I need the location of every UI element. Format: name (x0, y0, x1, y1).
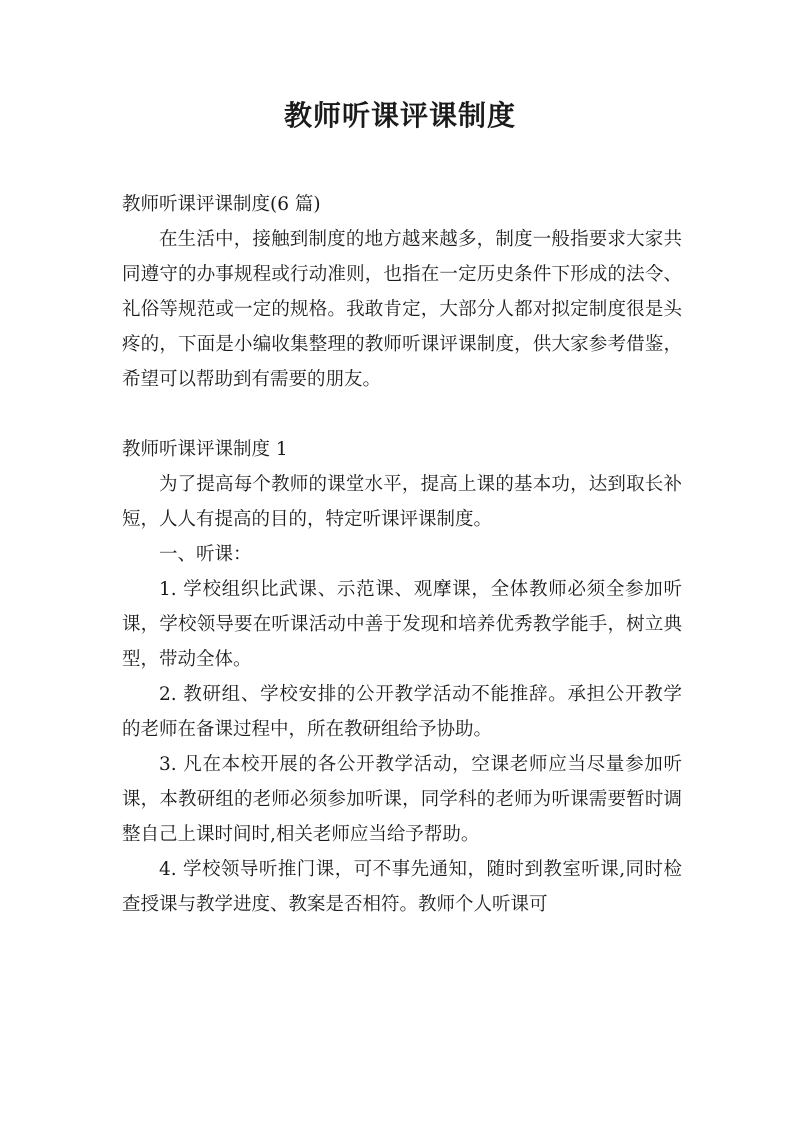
paragraph-gap (122, 397, 682, 432)
document-body (122, 187, 682, 922)
list-item: 3. 凡在本校开展的各公开教学活动，空课老师应当尽量参加听课，本教研组的老师必须参加听课，同学科的老师为听课需要暂时调整自己上课时间时,相关老师应当给予帮助。 (122, 754, 682, 845)
list-item: 1. 学校组织比武课、示范课、观摩课，全体教师必须全参加听课，学校领导要在听课活动中善于发现和培养优秀教学能手，树立典型，带动全体。 (122, 579, 682, 670)
list-item: 2. 教研组、学校安排的公开教学活动不能推辞。承担公开教学的老师在备课过程中，所在教研组给予协助。 (122, 684, 682, 740)
section-heading: 教师听课评课制度 1 (122, 439, 288, 460)
part-heading: 一、听课： (159, 544, 252, 565)
list-item: 4. 学校领导听推门课，可不事先通知，随时到教室听课,同时检查授课与教学进度、教案是否相符。教师个人听课可 (122, 859, 682, 915)
document-title: 教师听课评课制度 (283, 99, 516, 132)
document-subtitle: 教师听课评课制度(6 篇) (122, 194, 321, 215)
intro-paragraph: 在生活中，接触到制度的地方越来越多，制度一般指要求大家共同遵守的办事规程或行动准则，也指在一定历史条件下形成的法令、礼俗等规范或一定的规格。我敢肯定，大部分人都对拟定制度很是头疼的，下面是小编收集整理的教师听课评课制度，供大家参考借鉴，希望可以帮助到有需要的朋友。 (122, 229, 682, 390)
section-intro-paragraph: 为了提高每个教师的课堂水平，提高上课的基本功，达到取长补短，人人有提高的目的，特定听课评课制度。 (122, 474, 682, 530)
